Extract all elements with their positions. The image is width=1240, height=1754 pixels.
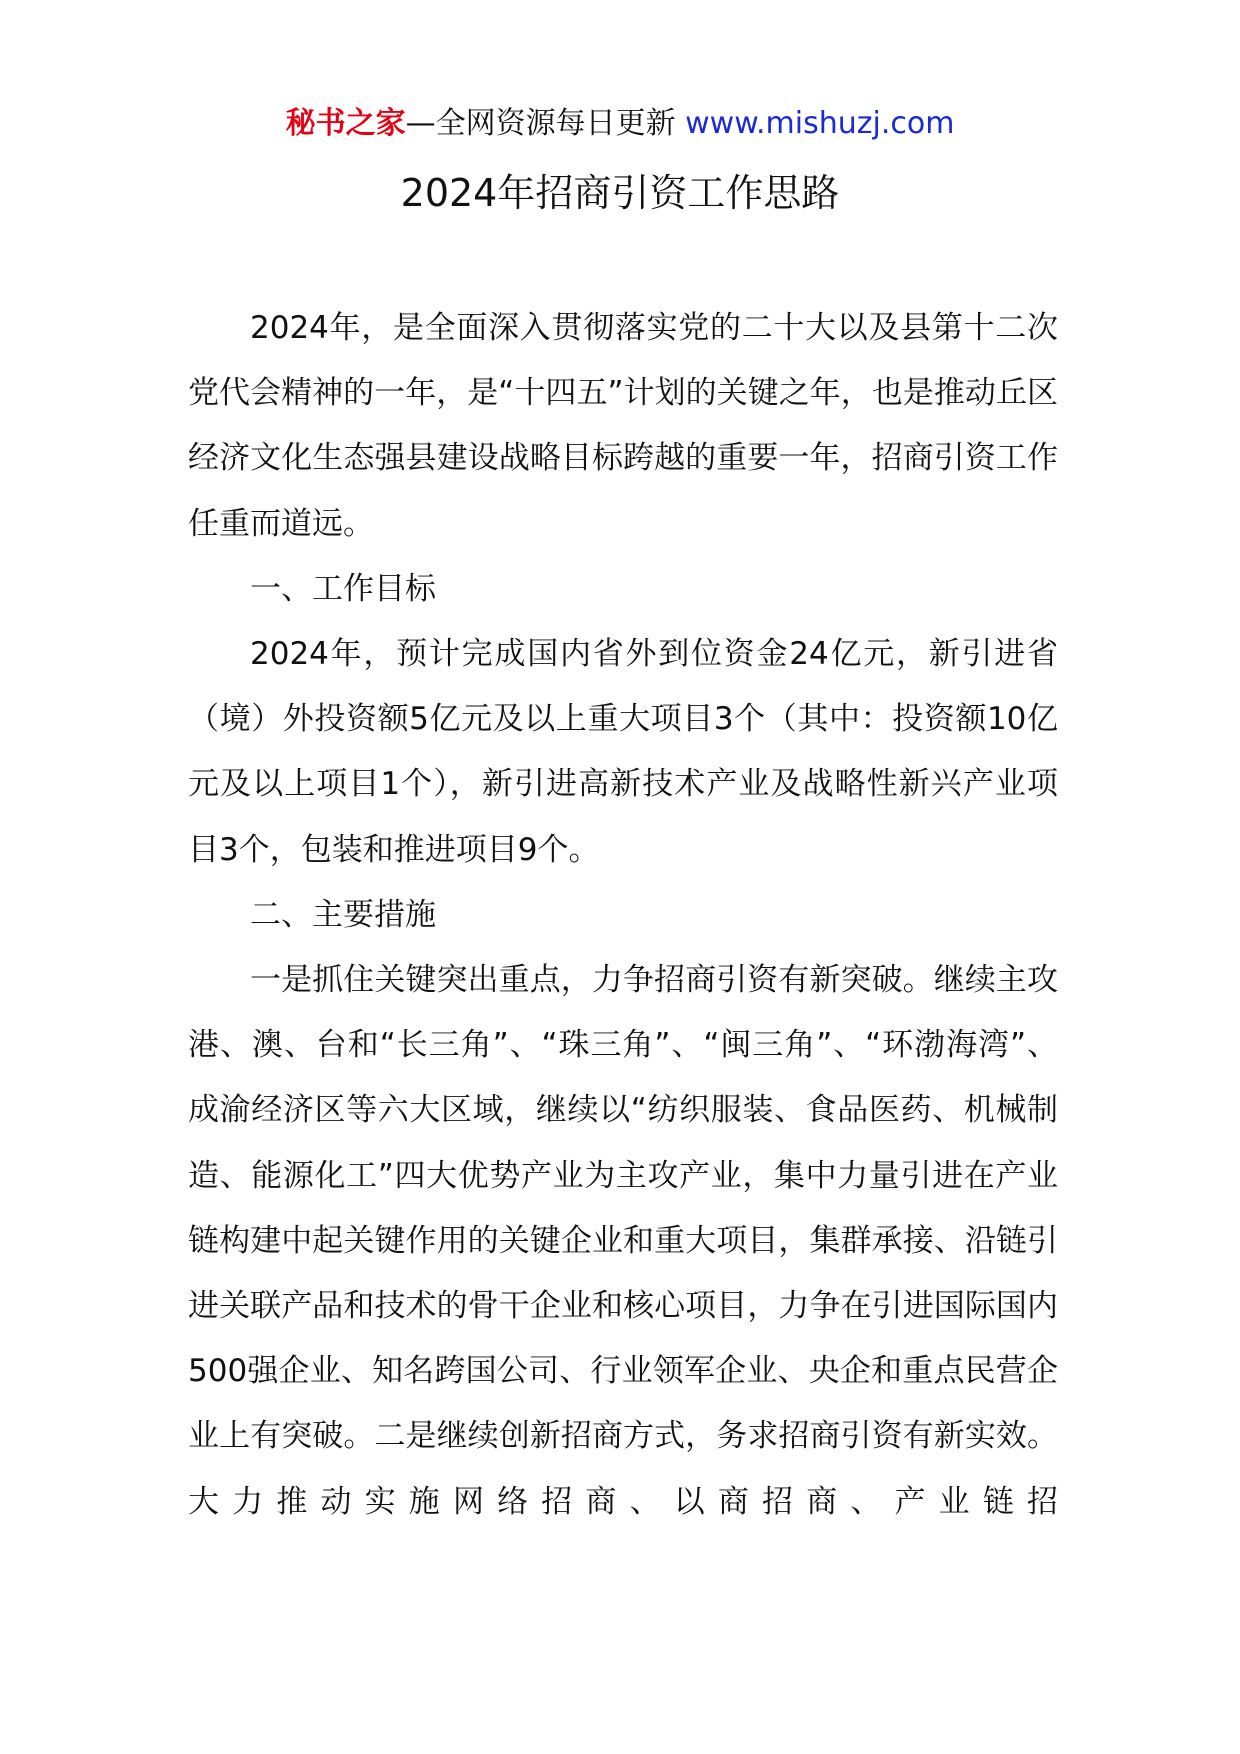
site-url-link[interactable]: www.mishuzj.com [685, 106, 955, 141]
document-body [188, 296, 1058, 1535]
document-title: 2024年招商引资工作思路 [400, 171, 840, 215]
brand-name: 秘书之家 [285, 106, 406, 141]
header-tagline: —全网资源每日更新 [405, 106, 686, 141]
section-heading-measures: 二、主要措施 [250, 896, 436, 933]
paragraph-goals: 2024年，预计完成国内省外到位资金24亿元，新引进省（境）外投资额5亿元及以上重大项目3个（其中：投资额10亿元及以上项目1个），新引进高新技术产业及战略性新兴产业项目3个，包装和推进项目9个。 [188, 636, 1058, 868]
paragraph-intro: 2024年，是全面深入贯彻落实党的二十大以及县第十二次党代会精神的一年，是“十四五”计划的关键之年，也是推动丘区经济文化生态强县建设战略目标跨越的重要一年，招商引资工作任重而道远。 [188, 310, 1058, 542]
paragraph-measures: 一是抓住关键突出重点，力争招商引资有新突破。继续主攻港、澳、台和“长三角”、“珠三角”、“闽三角”、“环渤海湾”、成渝经济区等六大区域，继续以“纺织服装、食品医药、机械制造、能源化工”四大优势产业为主攻产业，集中力量引进在产业链构建中起关键作用的关键企业和重大项目，集群承接、沿链引进关联产品和技术的骨干企业和核心项目，力争在引进国际国内500强企业、知名跨国公司、行业领军企业、央企和重点民营企业上有突破。二是继续创新招商方式，务求招商引资有新实效。大力推动实施网络招商、以商招商、产业链招 [188, 962, 1058, 1520]
site-header [0, 102, 1240, 146]
section-heading-goals: 一、工作目标 [250, 570, 436, 607]
